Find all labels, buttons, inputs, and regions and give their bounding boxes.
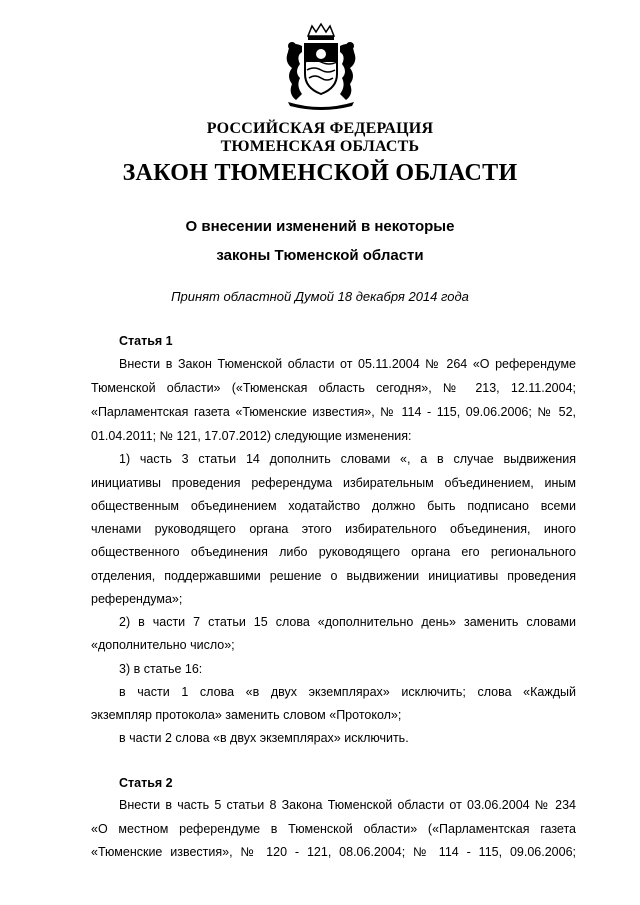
tyumen-coat-of-arms-icon: [278, 22, 364, 110]
text-line: отделения, поддержавшими решение о выдвижении инициативы проведения: [91, 569, 576, 583]
article-2-heading: Статья 2: [119, 776, 173, 790]
text-line: 3) в статье 16:: [119, 662, 203, 676]
text-line: 2) в части 7 статьи 15 слова «дополнительно день» заменить словами: [119, 615, 576, 629]
federation-heading: РОССИЙСКАЯ ФЕДЕРАЦИЯ: [206, 120, 434, 137]
text-line: членами руководящего органа этого избирательного объединения, иного: [91, 522, 576, 536]
text-line: в части 2 слова «в двух экземплярах» исключить.: [119, 731, 409, 745]
text-line: «О местном референдуме в Тюменской области» («Парламентская газета: [91, 822, 576, 836]
text-line: экземпляр протокола» заменить словом «Протокол»;: [91, 708, 402, 722]
text-line: 01.04.2011; № 121, 17.07.2012) следующие изменения:: [91, 429, 412, 443]
region-heading: ТЮМЕНСКАЯ ОБЛАСТЬ: [220, 138, 420, 155]
law-subject-line-2: законы Тюменской области: [216, 247, 424, 264]
text-line: Внести в часть 5 статьи 8 Закона Тюменской области от 03.06.2004 № 234: [119, 798, 576, 812]
adoption-note: Принят областной Думой 18 декабря 2014 года: [171, 289, 469, 304]
text-line: референдума»;: [91, 592, 183, 606]
article-1-heading: Статья 1: [119, 334, 173, 348]
text-line: инициативы проведения референдума избирательным объединением, иным: [91, 476, 576, 490]
text-line: в части 1 слова «в двух экземплярах» исключить; слова «Каждый: [119, 685, 576, 699]
text-line: «дополнительно число»;: [91, 638, 235, 652]
text-line: «Тюменские известия», № 120 - 121, 08.06.2004; № 114 - 115, 09.06.2006;: [91, 845, 576, 859]
text-line: общественного объединения либо руководящего органа его регионального: [91, 545, 576, 559]
text-line: Внести в Закон Тюменской области от 05.11.2004 № 264 «О референдуме: [119, 357, 576, 371]
text-line: Тюменской области» («Тюменская область сегодня», № 213, 12.11.2004;: [91, 381, 576, 395]
law-title: ЗАКОН ТЮМЕНСКОЙ ОБЛАСТИ: [122, 160, 518, 186]
text-line: 1) часть 3 статьи 14 дополнить словами «, а в случае выдвижения: [119, 452, 576, 466]
text-line: общественным объединением ходатайство должно быть подписано всеми: [91, 499, 576, 513]
text-line: «Парламентская газета «Тюменские известия», № 114 - 115, 09.06.2006; № 52,: [91, 405, 576, 419]
law-subject-line-1: О внесении изменений в некоторые: [185, 218, 455, 235]
